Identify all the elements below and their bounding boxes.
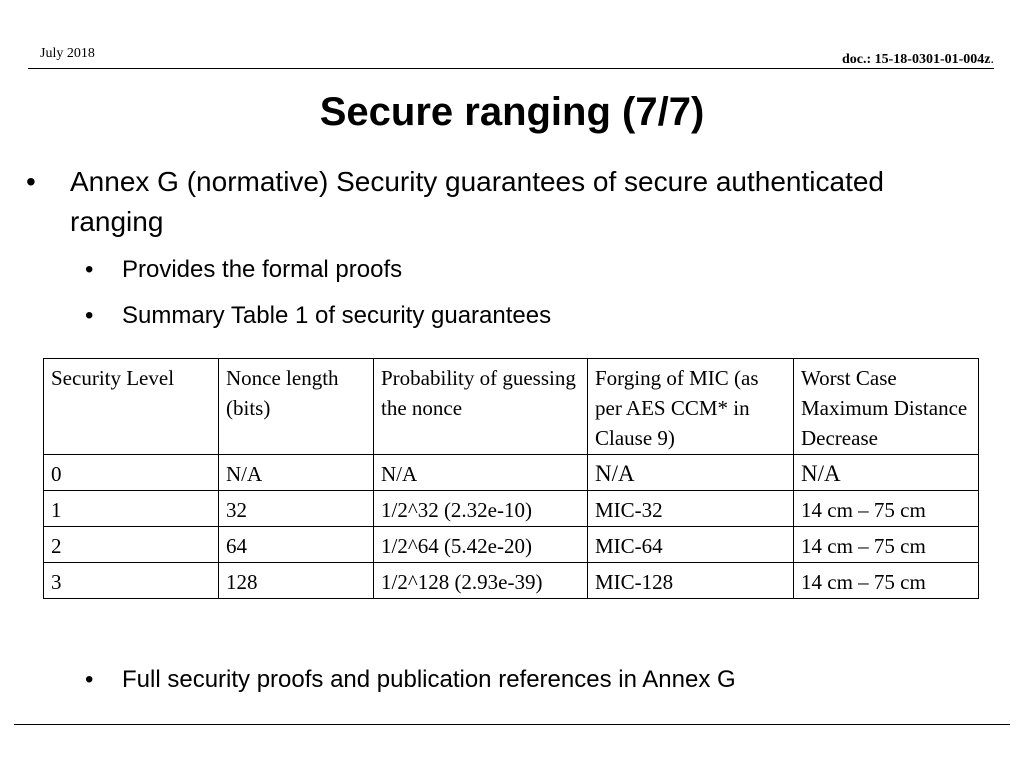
table-header-cell: Forging of MIC (as per AES CCM* in Clause 9) — [588, 359, 794, 455]
table-cell: 1 — [44, 491, 219, 527]
table-cell: 32 — [219, 491, 374, 527]
table-cell: 3 — [44, 563, 219, 599]
bullet-dot: • — [85, 666, 94, 693]
table-cell: 14 cm – 75 cm — [794, 563, 979, 599]
table-row — [44, 491, 979, 527]
doc-id-text: doc.: 15-18-0301-01-004z — [841, 52, 991, 67]
table-cell: 2 — [44, 527, 219, 563]
bullet-dot: • — [26, 166, 36, 197]
table-cell: 0 — [44, 455, 219, 491]
security-guarantees-table-wrap — [43, 358, 979, 599]
table-header-cell: Worst Case Maximum Distance Decrease — [794, 359, 979, 455]
table-cell: 1/2^64 (5.42e-20) — [374, 527, 588, 563]
header-doc-id — [842, 52, 994, 68]
header-divider — [28, 68, 994, 69]
table-cell: MIC-32 — [588, 491, 794, 527]
table-cell: 128 — [219, 563, 374, 599]
bullet-main-text: Annex G (normative) Security guarantees of secure authenticated ranging — [70, 166, 884, 237]
table-cell: N/A — [794, 455, 979, 491]
table-cell: 1/2^32 (2.32e-10) — [374, 491, 588, 527]
table-row — [44, 527, 979, 563]
table-cell: N/A — [588, 455, 794, 491]
table-cell: MIC-128 — [588, 563, 794, 599]
table-cell: N/A — [219, 455, 374, 491]
table-header-cell: Probability of guessing the nonce — [374, 359, 588, 455]
table-cell: 64 — [219, 527, 374, 563]
header-date: July 2018 — [40, 46, 95, 61]
bullet-dot: • — [85, 302, 94, 329]
bullet-sub-proofs-text: Provides the formal proofs — [122, 256, 403, 283]
bullet-sub-summary-text: Summary Table 1 of security guarantees — [122, 302, 552, 329]
bullet-dot: • — [85, 256, 94, 283]
doc-id-suffix: . — [990, 52, 994, 67]
table-cell: 14 cm – 75 cm — [794, 491, 979, 527]
table-header-cell: Security Level — [44, 359, 219, 455]
table-cell: 14 cm – 75 cm — [794, 527, 979, 563]
slide-title: Secure ranging (7/7) — [319, 90, 705, 134]
table-cell: MIC-64 — [588, 527, 794, 563]
table-header-cell: Nonce length (bits) — [219, 359, 374, 455]
footer-divider — [14, 724, 1010, 725]
table-cell: N/A — [374, 455, 588, 491]
bullet-sub-annex-text: Full security proofs and publication references in Annex G — [122, 666, 736, 693]
security-guarantees-table — [43, 358, 979, 599]
table-cell: 1/2^128 (2.93e-39) — [374, 563, 588, 599]
table-row — [44, 563, 979, 599]
table-row — [44, 455, 979, 491]
table-header-row — [44, 359, 979, 455]
